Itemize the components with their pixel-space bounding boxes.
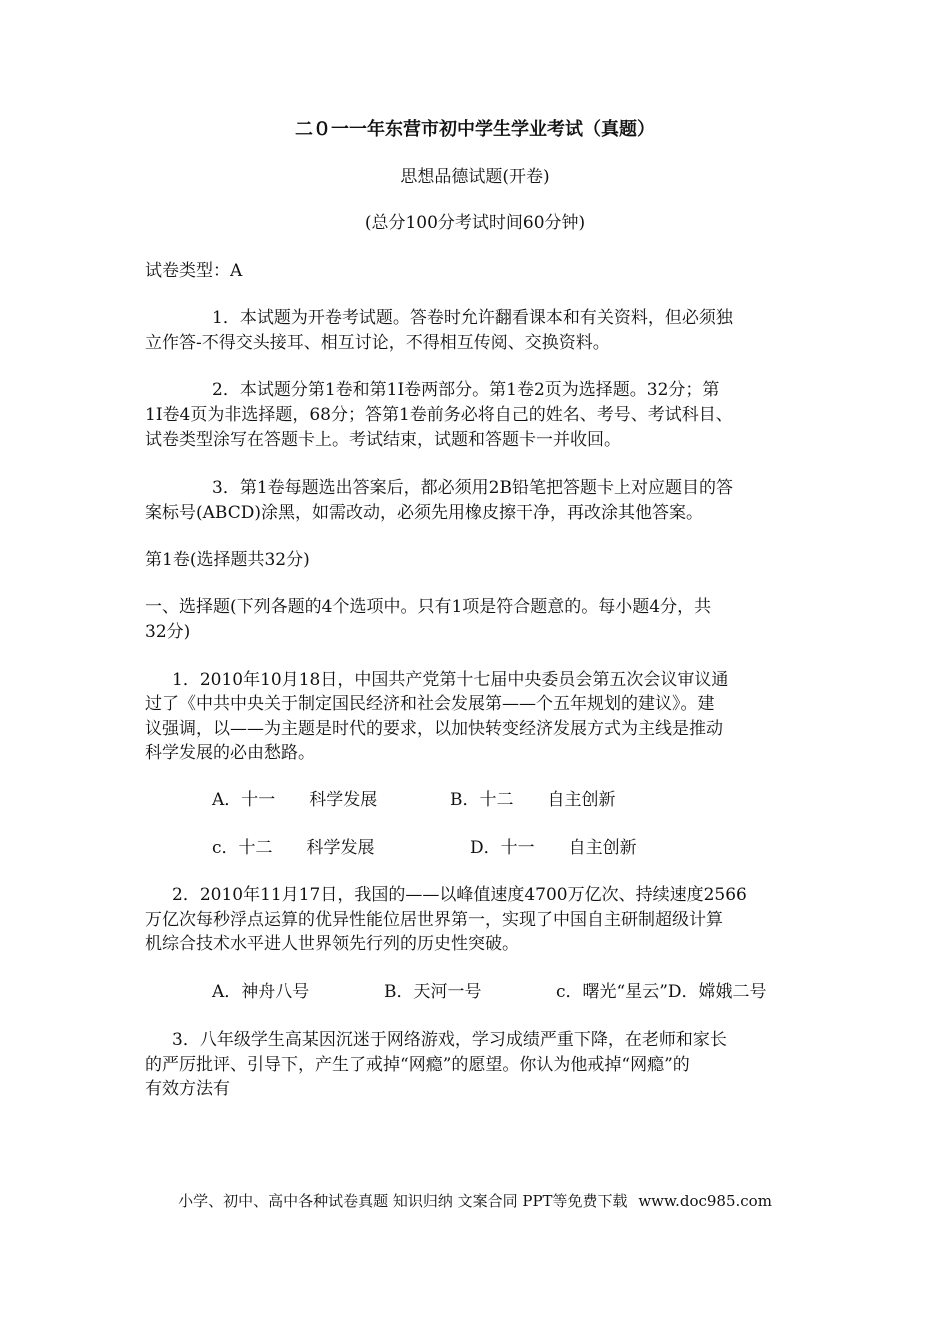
- footer: [0, 1190, 950, 1211]
- paper-type: 试卷类型：A: [145, 261, 243, 281]
- option-c: c．十二 科学发展: [212, 838, 375, 858]
- exam-subtitle: 思想品德试题(开卷): [400, 167, 550, 187]
- exam-title: 二０一一年东营市初中学生学业考试（真题）: [295, 119, 655, 140]
- option-a: A．十一 科学发展: [212, 790, 378, 810]
- score-time: (总分100分考试时间60分钟): [364, 213, 586, 233]
- option-b: B．十二 自主创新: [450, 790, 616, 810]
- footer-url[interactable]: www.doc985.com: [638, 1192, 772, 1210]
- option-a: A．神舟八号: [212, 982, 310, 1002]
- option-b: B．天河一号: [384, 982, 482, 1002]
- footer-text: 小学、初中、高中各种试卷真题 知识归纳 文案合同 PPT等免费下载: [178, 1192, 628, 1210]
- option-d: D．十一 自主创新: [470, 838, 637, 858]
- option-c-d: c．曙光“星云”D．嫦娥二号: [556, 982, 767, 1002]
- section-heading: 第1卷(选择题共32分): [145, 550, 310, 570]
